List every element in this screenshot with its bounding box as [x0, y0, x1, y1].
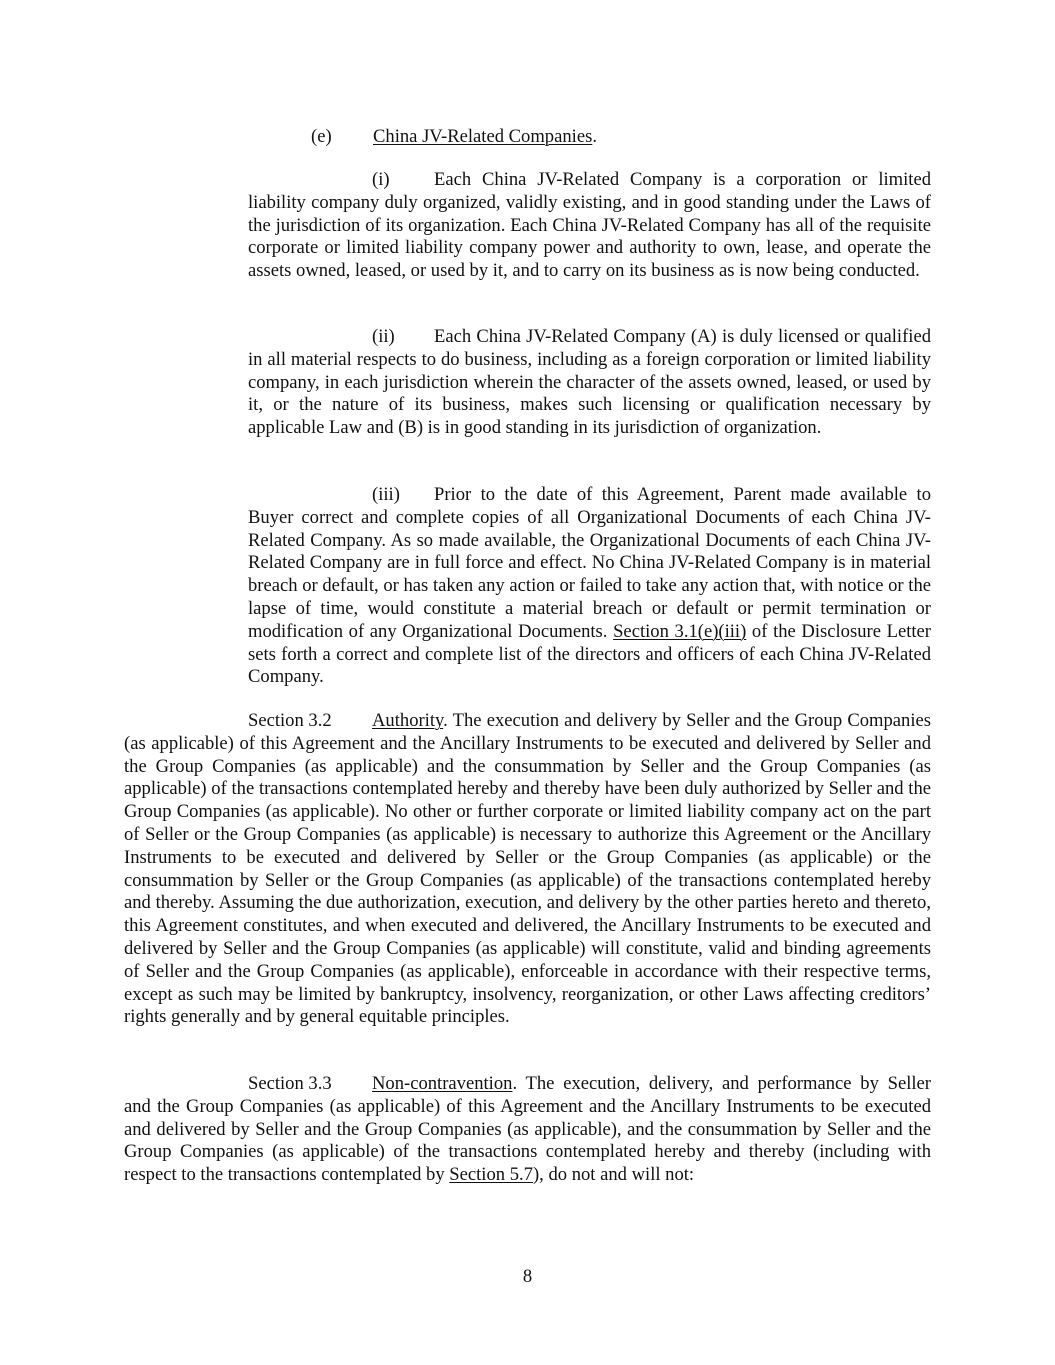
- cross-reference-section-5-7: Section 5.7: [449, 1164, 533, 1186]
- clause-label: (iii): [372, 484, 400, 505]
- section-title: Non-contravention: [372, 1073, 513, 1094]
- clause-label: (i): [372, 169, 390, 190]
- section-3-2: [124, 710, 931, 1029]
- heading-punctuation: .: [443, 710, 448, 731]
- subsection-e-heading: [311, 126, 931, 149]
- clause-e-iii: [248, 484, 931, 689]
- section-text: The execution and delivery by Seller and the Group Companies (as applicable) of this Agreement and the Ancillary Instruments to be executed and delivered by Seller and the Group Companies (as applicable) and the consummation by Seller and the Group Companies (as applicable) of the transactions contemplated hereby and thereby have been duly authorized by Seller and the Group Companies (as applicable). No other or further corporate or limited liability company act on the part of Seller or the Group Companies (as applicable) is necessary to authorize this Agreement or the Ancillary Instruments to be executed and delivered by Seller or the Group Companies (as applicable) or the consummation by Seller or the Group Companies (as applicable) of the transactions contemplated hereby and thereby. Assuming the due authorization, execution, and delivery by the other parties hereto and thereto, this Agreement constitutes, and when executed and delivered, the Ancillary Instruments to be executed and delivered by Seller and the Group Companies (as applicable) will constitute, valid and binding agreements of Seller and the Group Companies (as applicable), enforceable in accordance with their respective terms, except as such may be limited by bankruptcy, insolvency, reorganization, or other Laws affecting creditors’ rights generally and by general equitable principles.: [124, 710, 931, 1028]
- cross-reference-section-3-1-e-iii: Section 3.1(e)(iii): [613, 620, 747, 642]
- section-title: Authority: [372, 710, 444, 731]
- clause-text: Each China JV-Related Company (A) is duly licensed or qualified in all material respects to do business, including as a foreign corporation or limited liability company, in each jurisdiction wherein the character of the assets owned, leased, or used by it, or the nature of its business, makes such licensing or qualification necessary by applicable Law and (B) is in good standing in its jurisdiction of organization.: [248, 326, 931, 439]
- heading-punctuation: .: [512, 1073, 518, 1094]
- clause-e-ii: [248, 326, 931, 440]
- section-number: Section 3.3: [248, 1073, 332, 1094]
- heading-punctuation: .: [592, 126, 597, 147]
- clause-e-i: [248, 169, 931, 283]
- section-number: Section 3.2: [248, 710, 332, 731]
- clause-label: (ii): [372, 326, 395, 347]
- clause-text: Each China JV-Related Company is a corporation or limited liability company duly organized, validly existing, and in good standing under the Laws of the jurisdiction of its organization. Each China JV-Related Company has all of the requisite corporate or limited liability company power and authority to own, lease, and operate the assets owned, leased, or used by it, and to carry on its business as is now being conducted.: [248, 169, 931, 282]
- subsection-title: China JV-Related Companies: [373, 126, 593, 147]
- section-text-continued: ), do not and will not:: [532, 1164, 695, 1186]
- section-text: The execution, delivery, and performance by Seller and the Group Companies (as applicable) of this Agreement and the Ancillary Instruments to be executed and delivered by Seller and the Group Companies (as applicable), and the consummation by Seller and the Group Companies (as applicable) of the transactions contemplated hereby and thereby (including with respect to the transactions contemplated by: [124, 1073, 931, 1186]
- clause-text-continued: of the Disclosure Letter sets forth a correct and complete list of the directors and officers of each China JV-Related Company.: [248, 620, 931, 688]
- section-3-3: [124, 1073, 931, 1187]
- subsection-label: (e): [311, 126, 332, 147]
- page-number: 8: [522, 1266, 533, 1287]
- clause-text: Prior to the date of this Agreement, Parent made available to Buyer correct and complete copies of all Organizational Documents of each China JV-Related Company. As so made available, the Organizational Documents of each China JV-Related Company are in full force and effect. No China JV-Related Company is in material breach or default, or has taken any action or failed to take any action that, with notice or the lapse of time, would constitute a material breach or default or permit termination or modification of any Organizational Documents.: [248, 484, 931, 642]
